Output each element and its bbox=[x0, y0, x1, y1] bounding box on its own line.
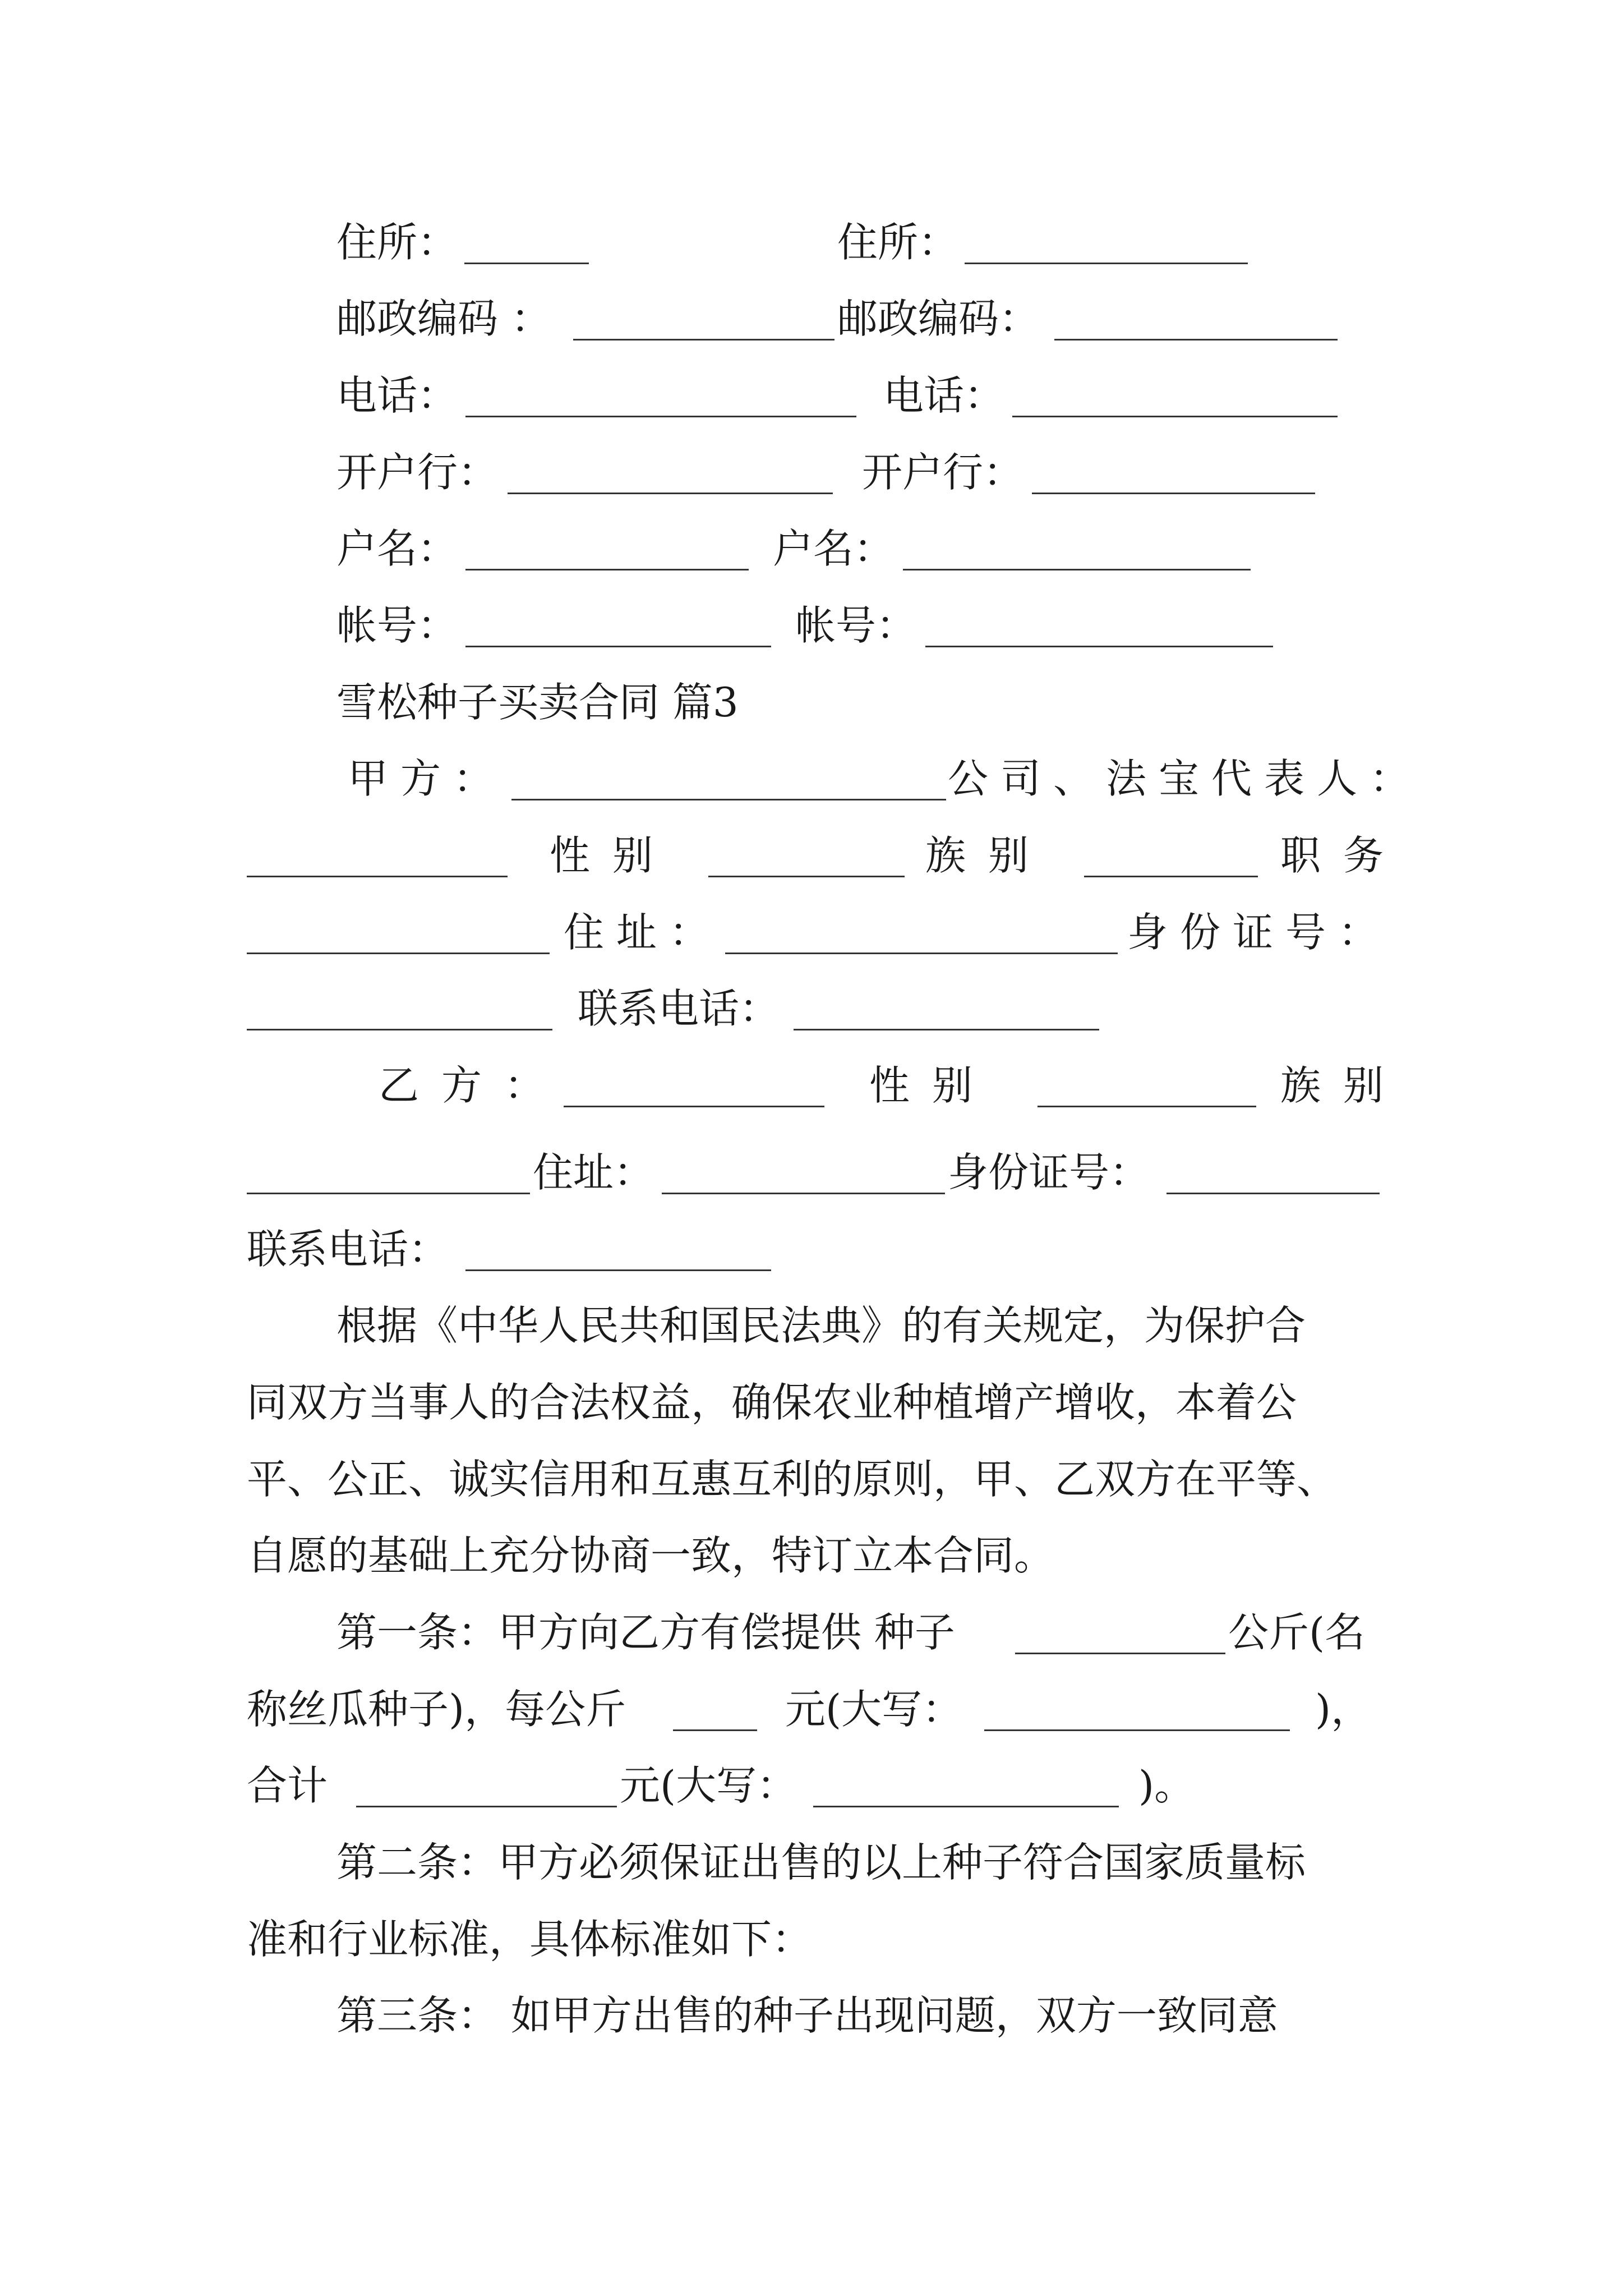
party-b-row-1 bbox=[247, 1052, 1407, 1119]
article1-total-words-blank bbox=[813, 1806, 1119, 1807]
intro-text-2: 同双方当事人的合法权益，确保农业种植增产增收，本着公 bbox=[247, 1379, 1297, 1426]
article1-text-g: 元(大写： bbox=[620, 1762, 797, 1809]
article2-text-2: 准和行业标准，具体标准如下： bbox=[247, 1916, 813, 1963]
account-name-label-b: 户名： bbox=[773, 525, 895, 572]
intro-text-1: 根据《中华人民共和国民法典》的有关规定，为保护合 bbox=[336, 1302, 1306, 1349]
article3-line-1 bbox=[336, 1982, 1402, 2049]
intro-text-4: 自愿的基础上充分协商一致，特订立本合同。 bbox=[247, 1532, 1055, 1579]
article1-text-f: 合计 bbox=[247, 1762, 328, 1809]
party-a-company-blank bbox=[511, 799, 946, 800]
party-a-id-label: 身份证号： bbox=[1127, 909, 1391, 956]
party-b-ethnicity-blank bbox=[247, 1193, 530, 1194]
party-b-gender-blank bbox=[1038, 1106, 1256, 1107]
party-a-row-1 bbox=[336, 745, 1423, 812]
party-b-ethnicity-label: 族别 bbox=[1280, 1062, 1407, 1109]
postal-label-b: 邮政编码： bbox=[837, 295, 1040, 342]
phone-row bbox=[336, 362, 1402, 429]
party-a-ethnicity-blank bbox=[1084, 876, 1258, 877]
postal-row bbox=[336, 285, 1402, 352]
party-a-address-label: 住址： bbox=[564, 909, 722, 956]
article1-text-e: )， bbox=[1315, 1686, 1372, 1733]
postal-blank-b bbox=[1054, 339, 1338, 341]
residence-blank-b bbox=[965, 263, 1248, 264]
article1-text-d: 元(大写： bbox=[785, 1686, 963, 1733]
intro-text-3: 平、公正、诚实信用和互惠互利的原则，甲、乙双方在平等、 bbox=[247, 1456, 1338, 1503]
article1-line-3 bbox=[247, 1752, 1402, 1819]
bank-label-a: 开户行： bbox=[336, 449, 499, 496]
party-a-row-2 bbox=[247, 822, 1407, 889]
party-a-ethnicity-label: 族别 bbox=[925, 832, 1052, 879]
account-name-row bbox=[336, 515, 1402, 582]
section-heading bbox=[336, 669, 1346, 736]
account-no-blank-a bbox=[465, 646, 771, 647]
account-name-blank-a bbox=[465, 569, 749, 570]
party-b-address-label: 住址： bbox=[533, 1149, 654, 1196]
party-a-id-blank bbox=[247, 1029, 552, 1030]
party-b-label: 乙方： bbox=[379, 1062, 568, 1109]
party-a-gender-blank bbox=[708, 876, 905, 877]
party-b-contact-label: 联系电话： bbox=[247, 1226, 449, 1273]
bank-blank-a bbox=[508, 493, 833, 494]
party-b-id-label: 身份证号： bbox=[948, 1149, 1150, 1196]
party-b-id-blank bbox=[1166, 1193, 1380, 1194]
intro-line-4 bbox=[247, 1522, 1402, 1589]
party-a-contact-blank bbox=[794, 1029, 1099, 1030]
residence-label-b: 住所： bbox=[837, 219, 959, 266]
account-name-label-a: 户名： bbox=[336, 525, 458, 572]
party-a-label: 甲方： bbox=[348, 755, 506, 802]
party-a-company-rep-label: 公司、法宝代表人： bbox=[948, 755, 1423, 802]
residence-row bbox=[336, 209, 1402, 276]
intro-line-1 bbox=[336, 1292, 1402, 1359]
section-heading-text: 雪松种子买卖合同 篇3 bbox=[336, 679, 739, 726]
article2-line-1 bbox=[336, 1829, 1402, 1896]
article1-text-a: 第一条：甲方向乙方有偿提供 种子 bbox=[336, 1609, 955, 1656]
phone-blank-a bbox=[465, 416, 856, 417]
party-b-contact-blank bbox=[465, 1269, 771, 1271]
phone-label-b: 电话： bbox=[883, 372, 1005, 419]
article1-line-1 bbox=[336, 1599, 1402, 1666]
residence-label-a: 住所： bbox=[336, 219, 458, 266]
party-a-rep-blank bbox=[247, 876, 508, 877]
postal-label-a: 邮政编码 ： bbox=[336, 295, 551, 342]
account-no-blank-b bbox=[925, 646, 1273, 647]
party-a-position-blank bbox=[247, 953, 550, 954]
party-b-address-blank bbox=[662, 1193, 945, 1194]
intro-line-3 bbox=[247, 1446, 1402, 1513]
phone-blank-b bbox=[1012, 416, 1338, 417]
article1-unit-price-blank bbox=[673, 1729, 757, 1731]
party-a-contact-label: 联系电话： bbox=[578, 985, 780, 1032]
article1-text-h: )。 bbox=[1138, 1762, 1195, 1809]
account-no-label-a: 帐号： bbox=[336, 602, 458, 649]
party-a-row-3 bbox=[247, 899, 1402, 966]
account-name-blank-b bbox=[903, 569, 1251, 570]
party-b-row-3 bbox=[247, 1216, 1402, 1283]
party-a-position-label: 职务 bbox=[1280, 832, 1407, 879]
article1-total-blank bbox=[356, 1806, 617, 1807]
article1-quantity-blank bbox=[1015, 1653, 1225, 1654]
party-b-gender-label: 性别 bbox=[869, 1062, 995, 1109]
phone-label-a: 电话： bbox=[336, 372, 458, 419]
article1-text-c: 称丝瓜种子)，每公斤 bbox=[247, 1686, 626, 1733]
party-a-gender-label: 性别 bbox=[550, 832, 676, 879]
article1-unit-price-words-blank bbox=[984, 1729, 1290, 1731]
article3-text-1: 第三条： 如甲方出售的种子出现问题，双方一致同意 bbox=[336, 1992, 1278, 2039]
article2-line-2 bbox=[247, 1906, 1402, 1973]
account-no-label-b: 帐号： bbox=[795, 602, 917, 649]
party-b-name-blank bbox=[564, 1106, 824, 1107]
party-b-row-2 bbox=[247, 1139, 1402, 1206]
party-a-row-4 bbox=[247, 975, 1402, 1042]
party-a-address-blank bbox=[725, 953, 1118, 954]
article1-line-2 bbox=[247, 1676, 1402, 1743]
bank-blank-b bbox=[1032, 493, 1315, 494]
residence-blank-a-ext bbox=[464, 263, 589, 264]
article1-text-b: 公斤(名 bbox=[1228, 1609, 1366, 1656]
postal-blank-a bbox=[573, 339, 834, 341]
account-no-row bbox=[336, 592, 1402, 659]
intro-line-2 bbox=[247, 1369, 1402, 1436]
article2-text-1: 第二条：甲方必须保证出售的以上种子符合国家质量标 bbox=[336, 1839, 1306, 1886]
bank-row bbox=[336, 439, 1402, 506]
bank-label-b: 开户行： bbox=[862, 449, 1024, 496]
